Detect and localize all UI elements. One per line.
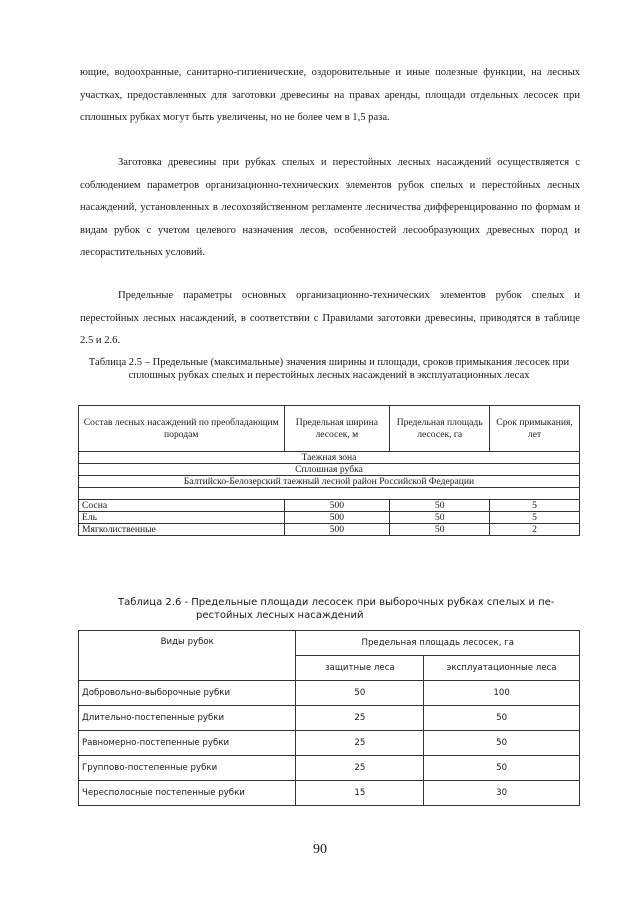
header-cut-type: Виды рубок (79, 631, 296, 681)
table-row (79, 706, 580, 731)
page-number: 90 (313, 842, 327, 857)
protective-cell: 25 (296, 731, 424, 756)
zone-row: Таежная зона (79, 452, 580, 464)
cut-type-cell: Группово-постепенные рубки (79, 756, 296, 781)
table-2-6-caption-line1: Таблица 2.6 - Предельные площади лесосек при выборочных рубках спелых и пе- (118, 597, 555, 608)
species-cell: Сосна (79, 500, 285, 512)
paragraph-continuation: ющие, водоохранные, санитарно-гигиенические, оздоровительные и иные полезные функции, на лесных участках, предоставленных для заготовки древесины на правах аренды, площади отдельных лесосек при сплошных рубках могут быть увеличены, но не более чем в 1,5 раза. (80, 67, 580, 124)
exploitation-cell: 50 (424, 731, 580, 756)
cut-type-row: Сплошная рубка (79, 464, 580, 476)
cut-type-cell: Длительно-постепенные рубки (79, 706, 296, 731)
header-protective: защитные леса (296, 656, 424, 681)
table-row (79, 756, 580, 781)
exploitation-cell: 30 (424, 781, 580, 806)
table-2-6-caption (118, 596, 582, 622)
cut-type-cell: Добровольно-выборочные рубки (79, 681, 296, 706)
header-exploitation: эксплуатационные леса (424, 656, 580, 681)
header-adjacency: Срок примыкания, лет (490, 406, 580, 452)
table-row (79, 524, 580, 536)
width-cell: 500 (284, 500, 390, 512)
term-cell: 2 (490, 524, 580, 536)
table-2-5-caption: Таблица 2.5 – Предельные (максимальные) значения ширины и площади, сроков примыкания лесосек при сплошных рубках спелых и перестойных лесных насаждений в эксплуатационных лесах (88, 357, 570, 381)
protective-cell: 25 (296, 706, 424, 731)
exploitation-cell: 50 (424, 706, 580, 731)
area-cell: 50 (390, 512, 490, 524)
header-max-area: Предельная площадь лесосек, га (296, 631, 580, 656)
table-2-5 (78, 405, 580, 536)
cut-type-cell: Равномерно-постепенные рубки (79, 731, 296, 756)
area-cell: 50 (390, 500, 490, 512)
width-cell: 500 (284, 512, 390, 524)
table-header-row (79, 406, 580, 452)
table-row (79, 512, 580, 524)
exploitation-cell: 100 (424, 681, 580, 706)
table-2-6-caption-line2: рестойных лесных насаждений (196, 610, 364, 621)
header-width: Предельная ширина лесосек, м (284, 406, 390, 452)
header-composition: Состав лесных насаждений по преобладающим породам (79, 406, 285, 452)
protective-cell: 15 (296, 781, 424, 806)
table-row (79, 681, 580, 706)
area-cell: 50 (390, 524, 490, 536)
spacer-row (79, 488, 580, 500)
table-row (79, 500, 580, 512)
species-cell: Ель (79, 512, 285, 524)
table-row (79, 781, 580, 806)
paragraph-parameters: Предельные параметры основных организационно-технических элементов рубок спелых и перестойных лесных насаждений, в соответствии с Правилами заготовки древесины, приводятся в таблице 2.5 и 2.6. (80, 290, 580, 347)
table-2-6 (78, 630, 580, 806)
protective-cell: 50 (296, 681, 424, 706)
cut-type-cell: Чересполосные постепенные рубки (79, 781, 296, 806)
exploitation-cell: 50 (424, 756, 580, 781)
protective-cell: 25 (296, 756, 424, 781)
paragraph-harvesting: Заготовка древесины при рубках спелых и перестойных лесных насаждений осуществляется с соблюдением параметров организационно-технических элементов рубок спелых и перестойных лесных насаждений, установленных в лесохозяйственном регламенте лесничества дифференцированно по формам и видам рубок с учетом целевого назначения лесов, особенностей лесообразующих древесных пород и лесорастительных условий. (80, 157, 580, 259)
table-row (79, 731, 580, 756)
width-cell: 500 (284, 524, 390, 536)
species-cell: Мягколиственные (79, 524, 285, 536)
region-row: Балтийско-Белозерский таежный лесной район Российской Федерации (79, 476, 580, 488)
term-cell: 5 (490, 500, 580, 512)
term-cell: 5 (490, 512, 580, 524)
header-area: Предельная площадь лесосек, га (390, 406, 490, 452)
